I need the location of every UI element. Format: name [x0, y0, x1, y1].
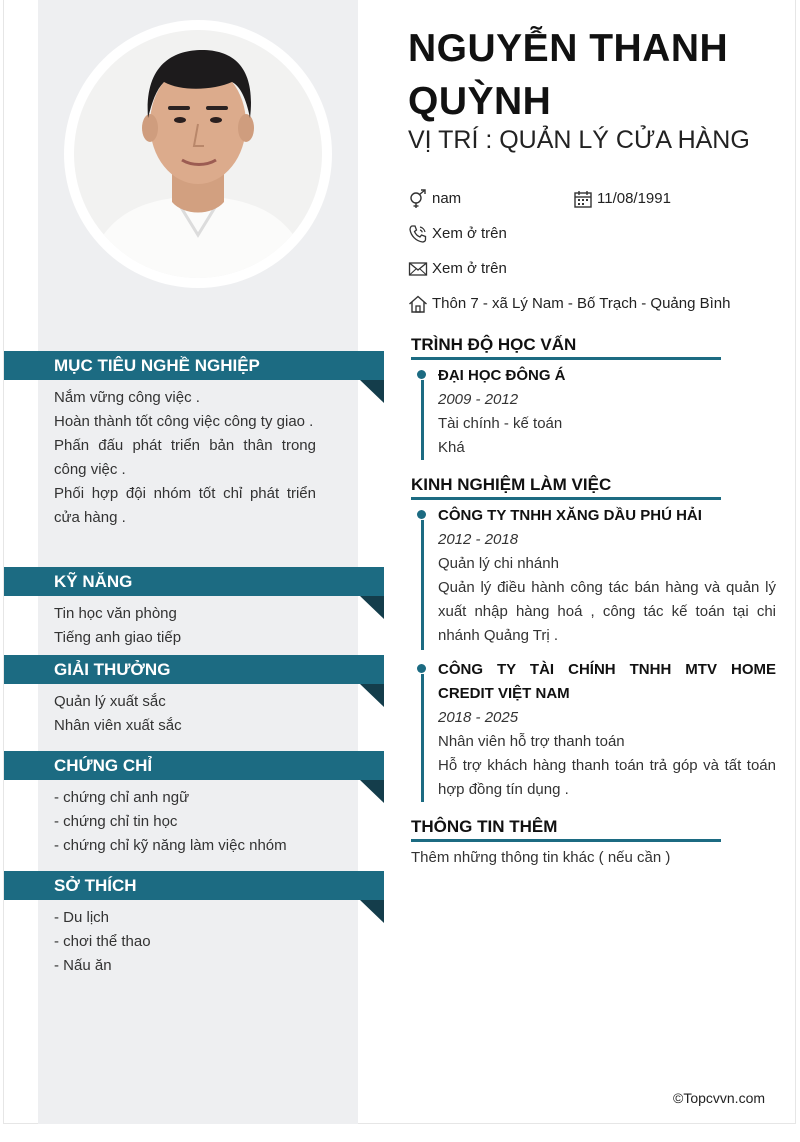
- certificate-item: - chứng chỉ tin học: [54, 813, 178, 830]
- email-value: Xem ở trên: [432, 260, 507, 277]
- objective-line: Phối hợp đội nhóm tốt chỉ phát triển cửa hàng .: [54, 485, 316, 526]
- education-major: Tài chính - kế toán: [438, 415, 563, 432]
- experience-company: CÔNG TY TÀI CHÍNH TNHH MTV HOME CREDIT VIỆT NAM: [438, 661, 776, 702]
- birthdate-value: 11/08/1991: [597, 190, 671, 207]
- skill-item: Tin học văn phòng: [54, 605, 177, 622]
- home-icon: [408, 294, 428, 314]
- experience-heading: KINH NGHIỆM LÀM VIỆC: [411, 473, 721, 500]
- objective-heading: MỤC TIÊU NGHỀ NGHIỆP: [4, 351, 384, 380]
- experience-role: Nhân viên hỗ trợ thanh toán: [438, 733, 625, 750]
- experience-desc: Hỗ trợ khách hàng thanh toán trả góp và tất toán hợp đồng tín dụng .: [438, 757, 776, 798]
- mail-icon: [408, 259, 428, 279]
- phone-icon: [408, 224, 428, 244]
- experience-role: Quản lý chi nhánh: [438, 555, 559, 572]
- objective-line: Hoàn thành tốt công việc công ty giao .: [54, 413, 314, 430]
- education-timeline: [421, 380, 424, 460]
- experience-item-1: [438, 504, 776, 648]
- skills-text: [54, 602, 316, 650]
- skills-heading: KỸ NĂNG: [4, 567, 384, 596]
- gender-icon: [408, 189, 428, 209]
- experience-period: 2018 - 2025: [438, 709, 519, 726]
- skill-item: Tiếng anh giao tiếp: [54, 629, 182, 646]
- experience-period: 2012 - 2018: [438, 531, 519, 548]
- objective-line: Phấn đấu phát triển bản thân trong công việc .: [54, 437, 316, 478]
- education-bullet: [417, 370, 426, 379]
- education-grade: Khá: [438, 439, 465, 456]
- experience-bullet-2: [417, 664, 426, 673]
- hobbies-text: [54, 906, 316, 978]
- objective-text: [54, 386, 316, 530]
- contact-birthdate: [573, 189, 671, 209]
- experience-desc: Quản lý điều hành công tác bán hàng và quản lý xuất nhập hàng hoá , công tác kế toán tại chi nhánh Quảng Trị .: [438, 579, 776, 644]
- awards-heading: GIẢI THƯỞNG: [4, 655, 384, 684]
- experience-item-2: [438, 658, 776, 802]
- profile-photo-image: [64, 20, 332, 288]
- certificate-item: - chứng chỉ anh ngữ: [54, 789, 190, 806]
- hobbies-fold: [360, 900, 384, 923]
- contact-address: [408, 294, 730, 314]
- hobbies-heading: SỞ THÍCH: [4, 871, 384, 900]
- contact-gender: [408, 189, 461, 209]
- phone-value: Xem ở trên: [432, 225, 507, 242]
- candidate-name: NGUYỄN THANH QUỲNH: [408, 27, 729, 123]
- calendar-icon: [573, 189, 593, 209]
- objective-fold: [360, 380, 384, 403]
- awards-text: [54, 690, 316, 738]
- address-value: Thôn 7 - xã Lý Nam - Bố Trạch - Quảng Bình: [432, 295, 731, 312]
- hobby-item: - Nấu ăn: [54, 957, 112, 974]
- contact-email: [408, 259, 507, 279]
- education-heading: TRÌNH ĐỘ HỌC VẤN: [411, 333, 721, 360]
- gender-value: nam: [432, 190, 462, 207]
- certificates-fold: [360, 780, 384, 803]
- award-item: Quản lý xuất sắc: [54, 693, 166, 710]
- experience-timeline-1: [421, 520, 424, 650]
- awards-fold: [360, 684, 384, 707]
- education-school: ĐẠI HỌC ĐÔNG Á: [438, 367, 566, 384]
- education-item: [438, 364, 776, 460]
- contact-phone: [408, 224, 507, 244]
- more-info-heading: THÔNG TIN THÊM: [411, 815, 721, 842]
- certificate-item: - chứng chỉ kỹ năng làm việc nhóm: [54, 837, 287, 854]
- objective-line: Nắm vững công việc .: [54, 389, 200, 406]
- award-item: Nhân viên xuất sắc: [54, 717, 182, 734]
- footer-watermark: ©Topcvvn.com: [673, 1090, 766, 1106]
- more-info-text: Thêm những thông tin khác ( nếu cần ): [411, 849, 671, 866]
- education-period: 2009 - 2012: [438, 391, 519, 408]
- experience-timeline-2: [421, 674, 424, 802]
- certificates-text: [54, 786, 344, 858]
- skills-fold: [360, 596, 384, 619]
- certificates-heading: CHỨNG CHỈ: [4, 751, 384, 780]
- job-position: VỊ TRÍ : QUẢN LÝ CỬA HÀNG: [408, 126, 750, 154]
- experience-company: CÔNG TY TNHH XĂNG DẦU PHÚ HẢI: [438, 507, 702, 524]
- hobby-item: - chơi thể thao: [54, 933, 151, 950]
- experience-bullet-1: [417, 510, 426, 519]
- hobby-item: - Du lịch: [54, 909, 110, 926]
- profile-photo: [64, 20, 332, 288]
